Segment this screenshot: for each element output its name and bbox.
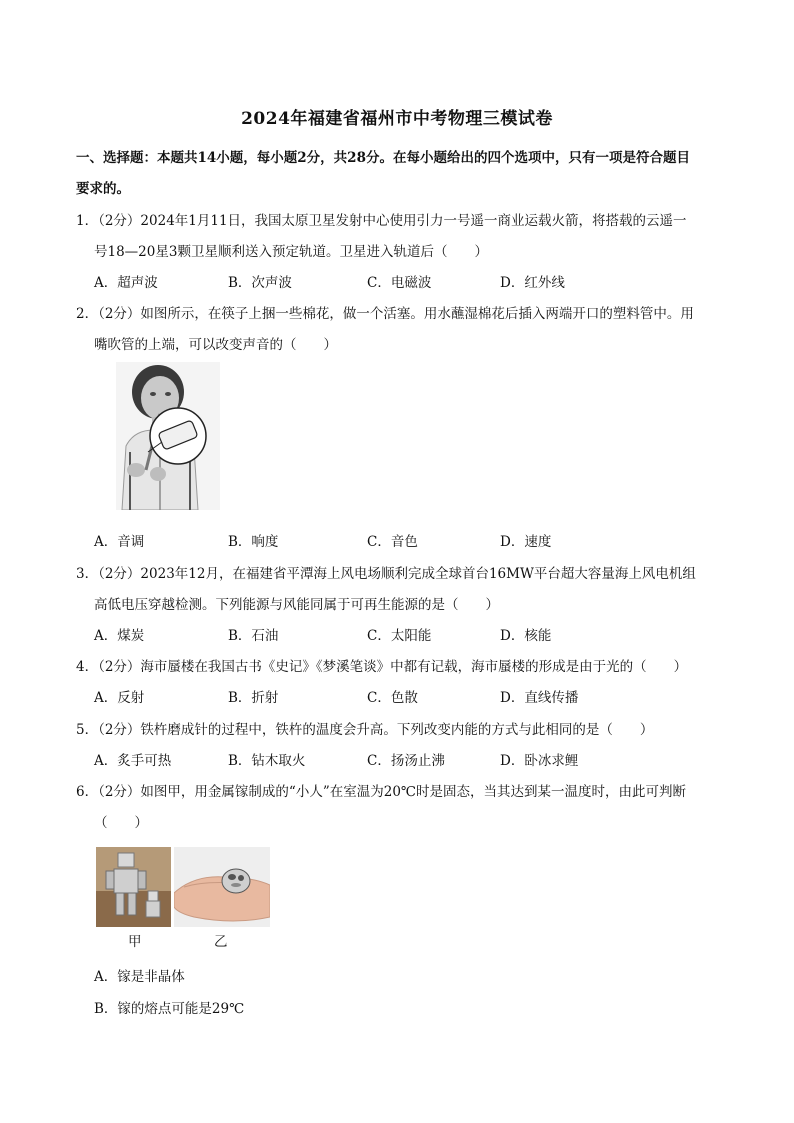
q5-option-d[interactable]: D．卧冰求鲤 xyxy=(500,753,579,769)
q5-option-b[interactable]: B．钻木取火 xyxy=(228,753,306,769)
q1-option-b[interactable]: B．次声波 xyxy=(228,275,292,291)
q4-option-a[interactable]: A．反射 xyxy=(94,690,145,706)
q5-line-1: 5．（2分）铁杵磨成针的过程中，铁杵的温度会升高。下列改变内能的方式与此相同的是（ ） xyxy=(76,722,654,738)
q4-option-c[interactable]: C．色散 xyxy=(367,690,418,706)
caption-yi: 乙 xyxy=(214,934,228,950)
q1-option-d[interactable]: D．红外线 xyxy=(500,275,565,291)
q1-option-a[interactable]: A．超声波 xyxy=(94,275,158,291)
q2-option-b[interactable]: B．响度 xyxy=(228,534,279,550)
q6-line-2: （ ） xyxy=(94,815,148,831)
q1-option-c[interactable]: C．电磁波 xyxy=(367,275,432,291)
girl-blowing-tube-photo xyxy=(116,362,220,510)
q1-line-2: 号18—20星3颗卫星顺利送入预定轨道。卫星进入轨道后（ ） xyxy=(94,244,488,260)
q6-option-a[interactable]: A．镓是非晶体 xyxy=(94,969,185,985)
q2-option-a[interactable]: A．音调 xyxy=(94,534,145,550)
q3-option-c[interactable]: C．太阳能 xyxy=(367,628,432,644)
q3-line-1: 3．（2分）2023年12月，在福建省平潭海上风电场顺利完成全球首台16MW平台超大容量海上风电机组 xyxy=(76,566,696,582)
q2-option-d[interactable]: D．速度 xyxy=(500,534,552,550)
section-heading-line-2: 要求的。 xyxy=(76,181,130,197)
q3-option-b[interactable]: B．石油 xyxy=(228,628,279,644)
q6-line-1: 6．（2分）如图甲，用金属镓制成的“小人”在室温为20℃时是固态，当其达到某一温度时，由此可判断 xyxy=(76,784,687,800)
q3-option-a[interactable]: A．煤炭 xyxy=(94,628,145,644)
q2-option-c[interactable]: C．音色 xyxy=(367,534,418,550)
q4-option-d[interactable]: D．直线传播 xyxy=(500,690,579,706)
q4-line-1: 4．（2分）海市蜃楼在我国古书《史记》《梦溪笔谈》中都有记载，海市蜃楼的形成是由于光的（ ） xyxy=(76,659,688,675)
q5-option-a[interactable]: A．炙手可热 xyxy=(94,753,172,769)
q5-option-c[interactable]: C．扬汤止沸 xyxy=(367,753,445,769)
exam-title: 2024年福建省福州市中考物理三模试卷 xyxy=(241,109,553,129)
gallium-on-palm-photo-yi xyxy=(174,847,270,927)
q6-option-b[interactable]: B．镓的熔点可能是29℃ xyxy=(94,1001,245,1017)
q2-line-1: 2．（2分）如图所示，在筷子上捆一些棉花，做一个活塞。用水蘸湿棉花后插入两端开口的塑料管中。用 xyxy=(76,306,694,322)
q1-line-1: 1．（2分）2024年1月11日，我国太原卫星发射中心使用引力一号遥一商业运载火箭，将搭载的云遥一 xyxy=(76,213,687,229)
q3-line-2: 高低电压穿越检测。下列能源与风能同属于可再生能源的是（ ） xyxy=(94,597,499,613)
caption-jia: 甲 xyxy=(128,934,142,950)
section-heading-line-1: 一、选择题：本题共14小题，每小题2分，共28分。在每小题给出的四个选项中，只有一项是符合题目 xyxy=(76,150,690,166)
q3-option-d[interactable]: D．核能 xyxy=(500,628,552,644)
q2-line-2: 嘴吹管的上端，可以改变声音的（ ） xyxy=(94,337,337,353)
q4-option-b[interactable]: B．折射 xyxy=(228,690,279,706)
gallium-figure-photo-jia xyxy=(96,847,171,927)
